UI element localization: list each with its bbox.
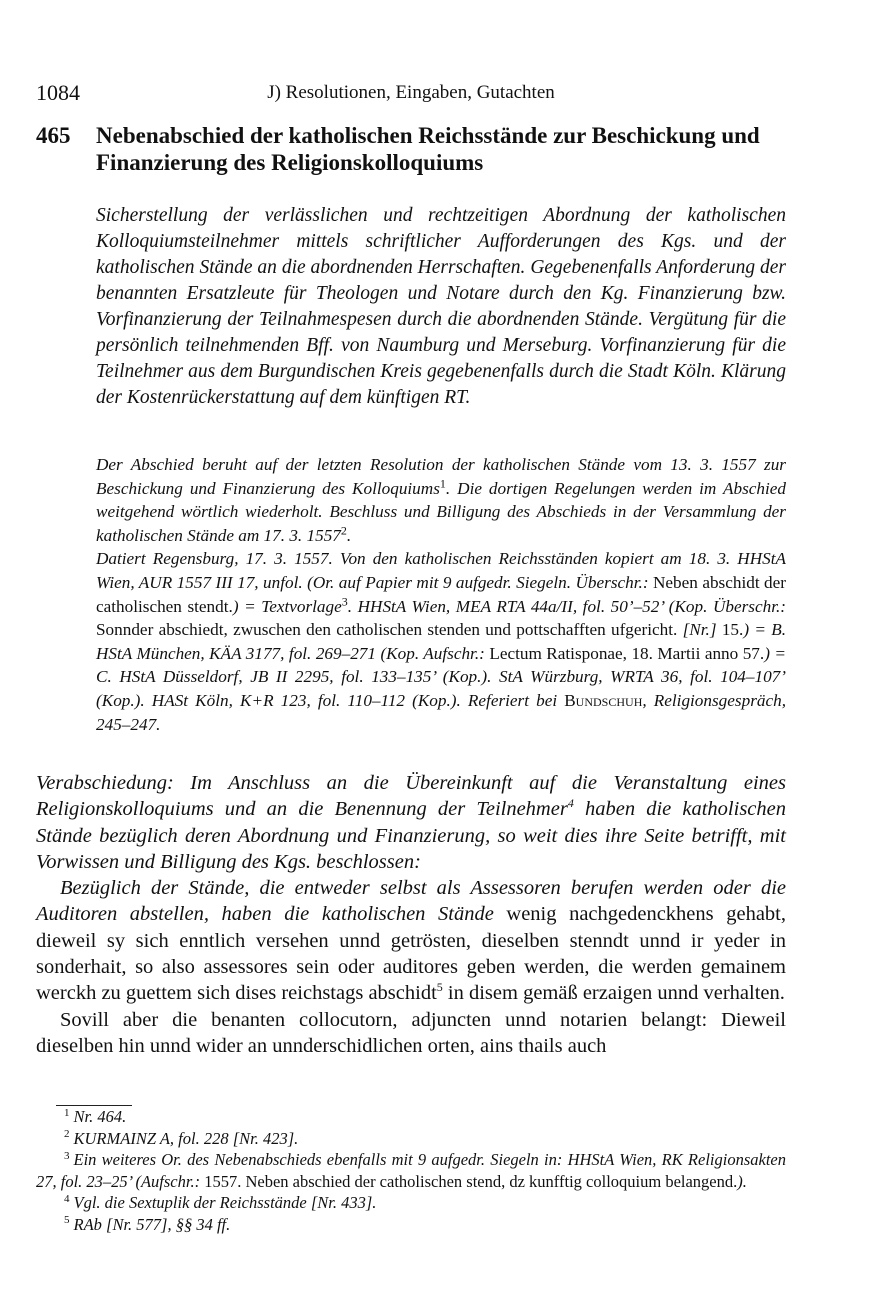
page-header <box>36 80 786 110</box>
footnotes <box>36 1106 786 1235</box>
page-number: 1084 <box>36 80 80 105</box>
regest-summary: Sicherstellung der verlässlichen und rechtzeitigen Abordnung der katholischen Kolloquiumsteilnehmer mittels schriftlicher Aufforderungen des Kgs. und der katholischen Stände an die abordnenden Herrschaften. Gegebenenfalls Anforderung der benannten Ersatzleute für Theologen und Notare durch den Kg. Finanzierung bzw. Vorfinanzierung der Teilnahmespesen durch die abordnenden Stände. Vergütung für die persönlich teilnehmenden Bff. von Naumburg und Merseburg. Vorfinanzierung für die Teilnehmer aus dem Burgundischen Kreis gegebenenfalls durch die Stadt Köln. Klärung der Kostenrückerstattung auf dem künftigen RT. <box>96 205 786 408</box>
footnote-ref: 4 <box>567 796 574 811</box>
source-transmission: Datiert Regensburg, 17. 3. 1557. Von den katholischen Reichsständen kopiert am 18. 3. HHStA Wien, AUR 1557 III 17, unfol. (Or. auf Papier mit 9 aufgedr. Siegeln. Überschr.: Neben abschidt der catholischen stendt.) = Textvorlage$^3$. HHStA Wien, MEA RTA 44a/II, fol. 50’–52’ (Kop. Überschr.: Sonnder abschiedt, zwuschen den catholischen stenden und pottschafften ufgericht. [Nr.] 15.) = B. HStA München, KÄA 3177, fol. 269–271 (Kop. Aufschr.: Lectum Ratisponae, 18. Martii anno 57.) = C. HStA Düsseldorf, JB II 2295, fol. 133–135’ (Kop.). StA Würzburg, WRTA 36, fol. 104–107’ (Kop.). HASt Köln, K+R 123, fol. 110–112 (Kop.). Referiert bei Bundschuh, Religionsgespräch, 245–247. <box>96 549 787 734</box>
footnote-ref: 2 <box>340 523 347 538</box>
main-text <box>36 770 786 1059</box>
footnote-ref: 5 <box>436 980 443 995</box>
source-description <box>96 453 786 736</box>
document-number: 465 <box>36 123 71 148</box>
document-heading <box>36 122 786 176</box>
text-paragraph: Bezüglich der Stände, die entweder selbst als Assessoren berufen werden oder die Auditoren abstellen, haben die katholischen Stände wenig nachgedenckhens gehabt, dieweil sy sich enntlich versehen unnd getrösten, dieselben stenndt unnd ir yeder in sonderhait, so also assessores sein oder auditores geben werden, die werden gemainem werckh zu guettem sich dises reichstags abschidt$^5$ in disem gemäß erzaigen unnd verhalten. <box>36 877 786 1005</box>
footnote: $^3$ Ein weiteres Or. des Nebenabschieds ebenfalls mit 9 aufgedr. Siegeln in: HHStA Wien, RK Religionsakten 27, fol. 23–25’ (Aufschr.: 1557. Neben abschied der catholischen stend, dz kunfftig colloquium belangend.). <box>36 1149 786 1191</box>
footnote-ref: 3 <box>341 593 348 608</box>
footnote: $^4$ Vgl. die Sextuplik der Reichsstände [Nr. 433]. <box>64 1192 377 1212</box>
footnote-ref: 1 <box>439 475 446 490</box>
footnote: $^1$ Nr. 464. <box>64 1106 127 1126</box>
running-title: J) Resolutionen, Eingaben, Gutachten <box>267 82 555 103</box>
intro-paragraph: Verabschiedung: Im Anschluss an die Übereinkunft auf die Veranstaltung eines Religionskolloquiums und an die Benennung der Teilnehmer$^4$ haben die katholischen Stände bezüglich deren Abordnung und Finanzierung, so weit dies ihre Seite betrifft, mit Vorwissen und Billigung des Kgs. beschlossen: <box>36 772 786 873</box>
footnote: $^2$ KURMAINZ A, fol. 228 [Nr. 423]. <box>64 1128 299 1148</box>
footnote: $^5$ RAb [Nr. 577], §§ 34 ff. <box>64 1214 231 1234</box>
document-title: Nebenabschied der katholischen Reichsstände zur Beschickung und Finanzierung des Religionskolloquiums <box>96 123 760 175</box>
text-paragraph: Sovill aber die benanten collocutorn, adjuncten unnd notarien belangt: Dieweil dieselben hin unnd wider an unnderschidlichen orten, ains thails auch <box>36 1008 786 1057</box>
source-note: Der Abschied beruht auf der letzten Resolution der katholischen Stände vom 13. 3. 1557 zur Beschickung und Finanzierung des Kolloquiums$^1$. Die dortigen Regelungen werden im Abschied weitgehend wörtlich wiederholt. Beschluss und Billigung des Abschieds in der Versammlung der katholischen Stände am 17. 3. 1557$^2$. <box>96 455 786 545</box>
author-name: Bundschuh <box>564 690 643 710</box>
